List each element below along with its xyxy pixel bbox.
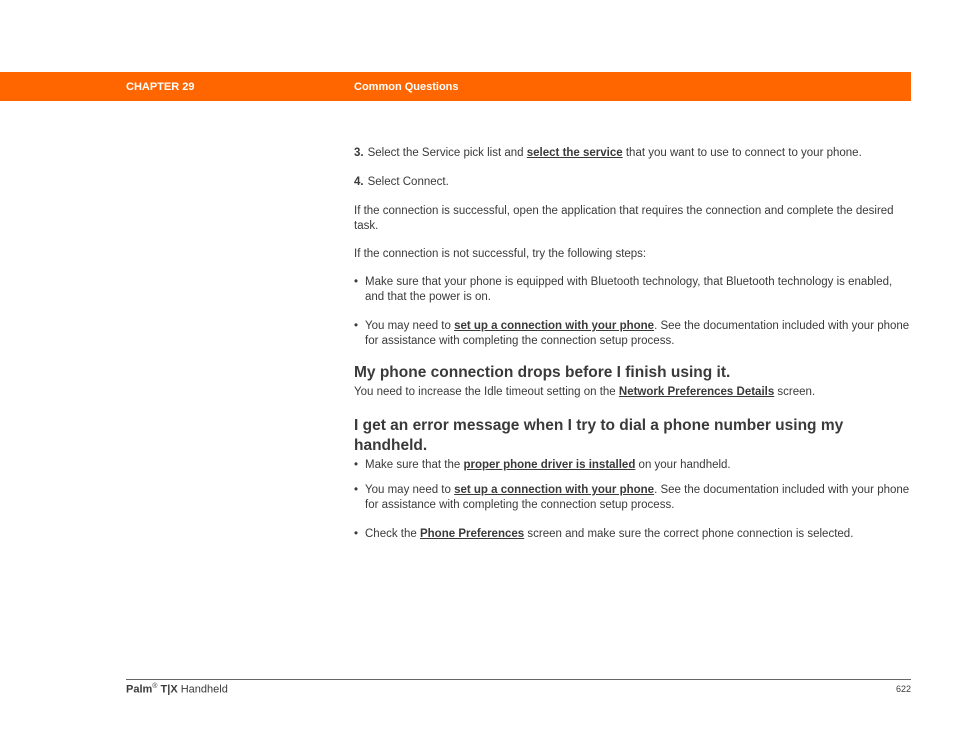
step-number: 3. bbox=[354, 147, 364, 159]
bullet-text: Make sure that your phone is equipped with Bluetooth technology, that Bluetooth technology is enabled, and that the power is on. bbox=[365, 276, 893, 303]
section-text: You need to increase the Idle timeout setting on the bbox=[354, 386, 619, 398]
select-the-service-link[interactable]: select the service bbox=[526, 147, 623, 159]
step-text: Select the Service pick list and bbox=[367, 147, 527, 159]
list-item bbox=[354, 319, 912, 349]
list-item bbox=[354, 527, 912, 542]
chapter-header-bar bbox=[0, 72, 911, 101]
bullet-text: Check the bbox=[365, 528, 420, 540]
phone-driver-link[interactable]: proper phone driver is installed bbox=[463, 459, 636, 471]
footer-product-name bbox=[126, 683, 228, 696]
step-4 bbox=[354, 175, 912, 190]
model-name: T|X bbox=[160, 683, 178, 696]
page-content bbox=[354, 146, 912, 556]
section-heading: I get an error message when I try to dial a phone number using my handheld. bbox=[354, 417, 844, 454]
bullet-marker: • bbox=[354, 528, 359, 540]
chapter-title: Common Questions bbox=[354, 81, 459, 93]
set-up-connection-link[interactable]: set up a connection with your phone bbox=[454, 484, 655, 496]
step-text: that you want to use to connect to your phone. bbox=[622, 147, 862, 159]
network-preferences-details-link[interactable]: Network Preferences Details bbox=[618, 386, 775, 398]
bullet-text: on your handheld. bbox=[635, 459, 731, 471]
product-suffix: Handheld bbox=[177, 683, 228, 696]
section-text: screen. bbox=[774, 386, 816, 398]
step-text: Select Connect. bbox=[367, 176, 449, 188]
bullet-marker: • bbox=[354, 484, 359, 496]
bullet-text: screen and make sure the correct phone connection is selected. bbox=[524, 528, 854, 540]
phone-preferences-link[interactable]: Phone Preferences bbox=[419, 528, 525, 540]
bullet-text: Make sure that the bbox=[365, 459, 464, 471]
list-item bbox=[354, 483, 912, 513]
bullet-text: You may need to bbox=[365, 484, 455, 496]
bullet-text: . See the documentation included with your phone for assistance with completing the connection setup process. bbox=[365, 484, 910, 511]
chapter-number: CHAPTER 29 bbox=[126, 81, 195, 93]
list-item bbox=[354, 275, 912, 305]
bullet-text: . See the documentation included with your phone for assistance with completing the connection setup process. bbox=[365, 320, 910, 347]
page-number: 622 bbox=[895, 684, 911, 694]
paragraph: If the connection is not successful, try the following steps: bbox=[354, 248, 647, 260]
step-number: 4. bbox=[354, 176, 364, 188]
section-heading: My phone connection drops before I finish using it. bbox=[354, 364, 731, 381]
bullet-marker: • bbox=[354, 320, 359, 332]
footer-divider bbox=[126, 679, 911, 680]
registered-mark: ® bbox=[152, 683, 158, 690]
step-3 bbox=[354, 146, 912, 161]
bullet-marker: • bbox=[354, 276, 359, 288]
bullet-text: You may need to bbox=[365, 320, 455, 332]
list-item bbox=[354, 458, 912, 473]
brand-name: Palm bbox=[126, 683, 153, 696]
paragraph: If the connection is successful, open the application that requires the connection and complete the desired task. bbox=[354, 205, 894, 232]
set-up-connection-link[interactable]: set up a connection with your phone bbox=[454, 320, 655, 332]
section-body bbox=[354, 385, 912, 400]
bullet-marker: • bbox=[354, 459, 359, 471]
